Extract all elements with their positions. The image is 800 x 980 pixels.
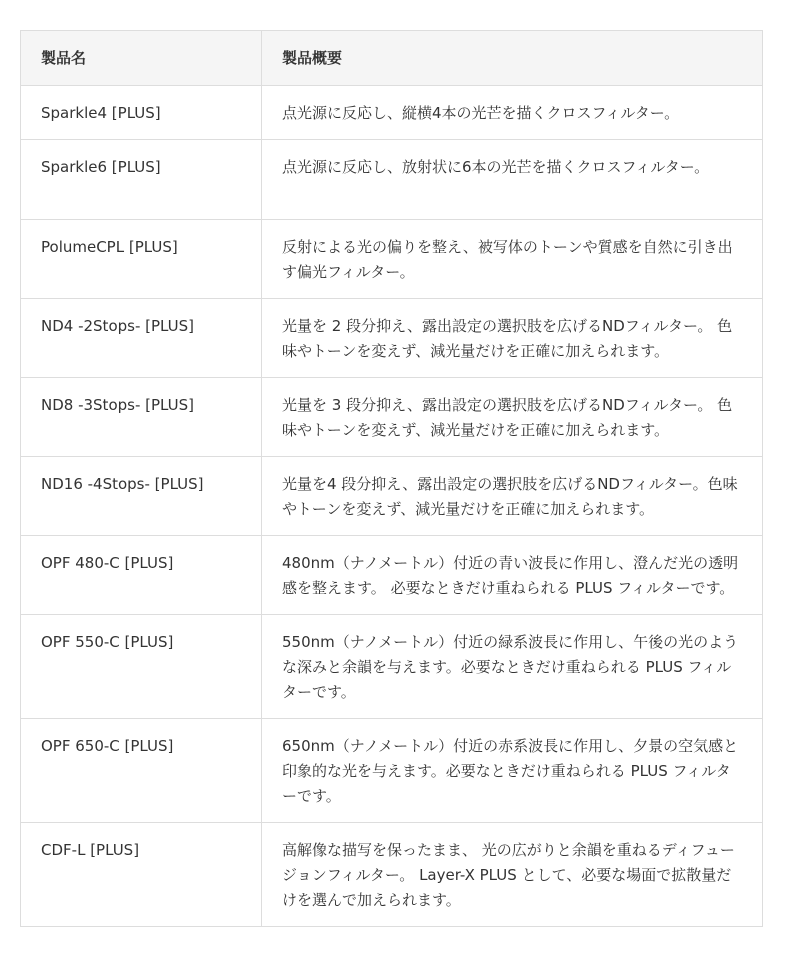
table-row — [21, 536, 763, 615]
table-row — [21, 140, 763, 220]
product-name-cell: OPF 480-C [PLUS] — [21, 536, 262, 615]
header-product-name: 製品名 — [21, 31, 262, 86]
table-row — [21, 719, 763, 823]
product-desc-cell: 点光源に反応し、放射状に6本の光芒を描くクロスフィルター。 — [262, 140, 763, 220]
product-desc-cell: 高解像な描写を保ったまま、 光の広がりと余韻を重ねるディフュージョンフィルター。 Layer-X PLUS として、必要な場面で拡散量だけを選んで加えられます。 — [262, 823, 763, 927]
product-desc-cell: 光量を 2 段分抑え、露出設定の選択肢を広げるNDフィルター。 色味やトーンを変えず、減光量だけを正確に加えられます。 — [262, 299, 763, 378]
table-header-row — [21, 31, 763, 86]
table-row — [21, 299, 763, 378]
product-desc-cell: 650nm（ナノメートル）付近の赤系波長に作用し、夕景の空気感と印象的な光を与えます。必要なときだけ重ねられる PLUS フィルターです。 — [262, 719, 763, 823]
product-desc-cell: 点光源に反応し、縦横4本の光芒を描くクロスフィルター。 — [262, 86, 763, 140]
table-row — [21, 378, 763, 457]
table-row — [21, 220, 763, 299]
product-desc-cell: 光量を 3 段分抑え、露出設定の選択肢を広げるNDフィルター。 色味やトーンを変えず、減光量だけを正確に加えられます。 — [262, 378, 763, 457]
product-desc-cell: 反射による光の偏りを整え、被写体のトーンや質感を自然に引き出す偏光フィルター。 — [262, 220, 763, 299]
header-product-overview: 製品概要 — [262, 31, 763, 86]
product-desc-cell: 光量を4 段分抑え、露出設定の選択肢を広げるNDフィルター。色味やトーンを変えず、減光量だけを正確に加えられます。 — [262, 457, 763, 536]
product-name-cell: ND8 -3Stops- [PLUS] — [21, 378, 262, 457]
product-desc-cell: 550nm（ナノメートル）付近の緑系波長に作用し、午後の光のような深みと余韻を与えます。必要なときだけ重ねられる PLUS フィルターです。 — [262, 615, 763, 719]
product-desc-cell: 480nm（ナノメートル）付近の青い波長に作用し、澄んだ光の透明感を整えます。 必要なときだけ重ねられる PLUS フィルターです。 — [262, 536, 763, 615]
product-name-cell: OPF 650-C [PLUS] — [21, 719, 262, 823]
product-name-cell: CDF-L [PLUS] — [21, 823, 262, 927]
product-name-cell: OPF 550-C [PLUS] — [21, 615, 262, 719]
product-name-cell: ND16 -4Stops- [PLUS] — [21, 457, 262, 536]
table-row — [21, 457, 763, 536]
product-name-cell: Sparkle6 [PLUS] — [21, 140, 262, 220]
product-name-cell: PolumeCPL [PLUS] — [21, 220, 262, 299]
product-name-cell: ND4 -2Stops- [PLUS] — [21, 299, 262, 378]
table-row — [21, 86, 763, 140]
product-spec-table — [20, 30, 763, 927]
table-row — [21, 615, 763, 719]
product-name-cell: Sparkle4 [PLUS] — [21, 86, 262, 140]
table-row — [21, 823, 763, 927]
product-spec-table-container — [20, 30, 762, 927]
